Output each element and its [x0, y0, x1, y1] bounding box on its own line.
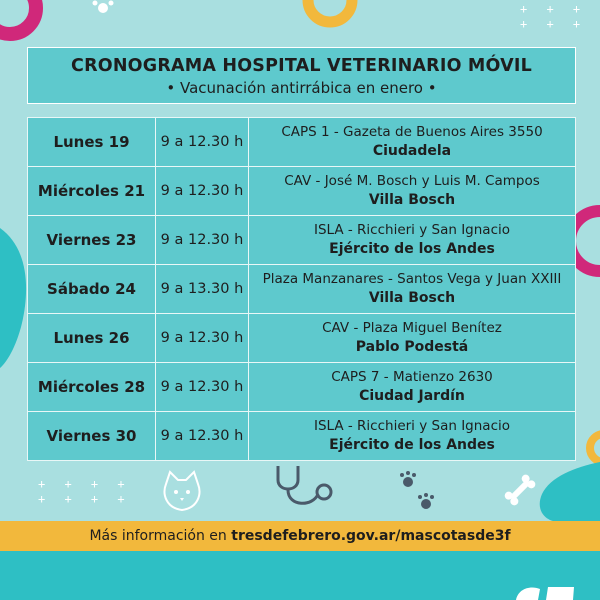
schedule-place: CAV - Plaza Miguel Benítez [322, 320, 502, 336]
schedule-place-cell [249, 412, 576, 461]
schedule-place-cell [249, 118, 576, 167]
schedule-locality: Ejército de los Andes [329, 241, 495, 257]
schedule-day: Viernes 23 [28, 216, 156, 265]
schedule-day: Lunes 26 [28, 314, 156, 363]
logo-mark [510, 583, 580, 600]
table-row [28, 167, 576, 216]
schedule-time: 9 a 12.30 h [156, 412, 249, 461]
schedule-place: CAV - José M. Bosch y Luis M. Campos [284, 173, 540, 189]
blob-decoration-left [0, 228, 30, 368]
info-prefix: Más información en [89, 528, 227, 544]
plus-pattern-bottom-left: + + + + + + + + [38, 477, 131, 506]
schedule-place: Plaza Manzanares - Santos Vega y Juan XXIII [262, 271, 562, 287]
table-row [28, 363, 576, 412]
schedule-place: ISLA - Ricchieri y San Ignacio [313, 222, 511, 238]
schedule-place: ISLA - Ricchieri y San Ignacio [313, 418, 511, 434]
page-title: CRONOGRAMA HOSPITAL VETERINARIO MÓVIL [71, 56, 532, 76]
schedule-place: CAPS 7 - Matienzo 2630 [331, 369, 493, 385]
schedule-time: 9 a 12.30 h [156, 118, 249, 167]
schedule-place-cell [249, 167, 576, 216]
schedule-header [27, 47, 576, 104]
ring-decoration-pink [0, 0, 60, 50]
schedule-place: CAPS 1 - Gazeta de Buenos Aires 3550 [281, 124, 543, 140]
schedule-place-cell [249, 216, 576, 265]
schedule-time: 9 a 12.30 h [156, 314, 249, 363]
schedule-locality: Ciudadela [372, 143, 452, 159]
cat-face-icon [160, 470, 204, 514]
schedule-table [27, 117, 576, 461]
page-subtitle: • Vacunación antirrábica en enero • [166, 79, 437, 97]
blob-decoration-right [530, 462, 600, 522]
schedule-place-cell [249, 363, 576, 412]
table-row [28, 314, 576, 363]
schedule-time: 9 a 13.30 h [156, 265, 249, 314]
table-row [28, 412, 576, 461]
schedule-locality: Villa Bosch [368, 192, 456, 208]
schedule-time: 9 a 12.30 h [156, 216, 249, 265]
schedule-day: Viernes 30 [28, 412, 156, 461]
schedule-day: Lunes 19 [28, 118, 156, 167]
schedule-time: 9 a 12.30 h [156, 167, 249, 216]
table-row [28, 265, 576, 314]
paw-icon-bottom [396, 470, 442, 516]
schedule-day: Miércoles 21 [28, 167, 156, 216]
info-bar [0, 521, 600, 551]
schedule-day: Miércoles 28 [28, 363, 156, 412]
paw-icon [88, 0, 118, 20]
schedule-locality: Ejército de los Andes [329, 437, 495, 453]
ring-decoration-yellow [300, 0, 360, 30]
bottom-band [0, 551, 600, 600]
schedule-locality: Villa Bosch [368, 290, 456, 306]
schedule-day: Sábado 24 [28, 265, 156, 314]
stethoscope-icon [268, 462, 348, 512]
table-row [28, 216, 576, 265]
bone-icon [500, 470, 540, 510]
schedule-locality: Ciudad Jardín [359, 388, 465, 404]
info-url-link[interactable]: tresdefebrero.gov.ar/mascotasde3f [231, 528, 511, 544]
plus-pattern-top: + + + + + + [520, 2, 587, 31]
schedule-place-cell [249, 265, 576, 314]
table-row [28, 118, 576, 167]
schedule-time: 9 a 12.30 h [156, 363, 249, 412]
schedule-place-cell [249, 314, 576, 363]
schedule-locality: Pablo Podestá [355, 339, 469, 355]
